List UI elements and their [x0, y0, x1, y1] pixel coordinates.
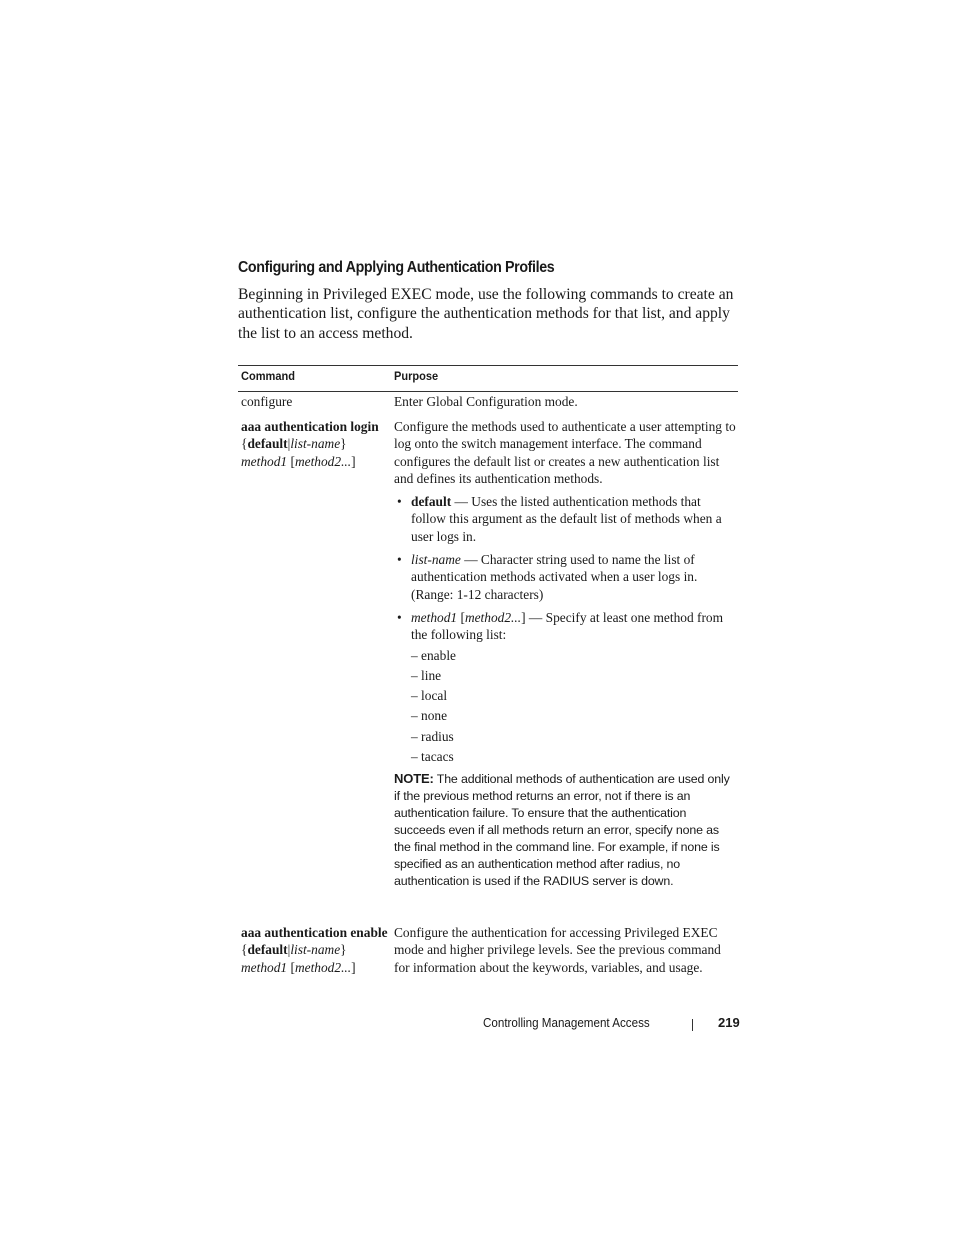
term-list-name: list-name: [411, 552, 461, 568]
purpose-text: Configure the authentication for accessing Privileged EXEC mode and higher privilege levels. See the previous command for information about the keywords, variables, and usage.: [394, 925, 721, 975]
command-cell: [241, 393, 389, 410]
page-number: 219: [718, 1015, 740, 1030]
desc-methods: ] — Specify at least one method from the following list:: [411, 609, 724, 643]
purpose-cell: [394, 924, 736, 976]
arg-method1: method1: [241, 453, 288, 469]
pipe: |: [287, 942, 291, 958]
command-keyword: aaa authentication login: [241, 419, 379, 434]
arg-list-name: list-name: [290, 942, 341, 958]
method-item: – tacacs: [411, 749, 454, 765]
arg-method2: method2...: [294, 453, 352, 469]
table-row-auth-login: [238, 416, 738, 924]
method-item: – radius: [411, 728, 454, 744]
bullet-icon: •: [397, 494, 402, 510]
table-header: [238, 366, 738, 392]
note-text: The additional methods of authentication are used only if the previous method returns an error, not if there is an authentication failure. To ensure that the authentication succeeds even if all methods return an error, specify none as the final method in the command line. For example, if none is specified as an authentication method after radius, no authentication is used if the RADIUS server is down.: [394, 772, 730, 889]
method-item: – none: [411, 708, 448, 724]
command-table: [238, 365, 738, 1004]
brace-close: }: [340, 942, 347, 958]
option-list: [394, 493, 736, 765]
term-method1: method1: [411, 609, 458, 625]
list-item-default: [394, 493, 736, 545]
method-item: – line: [411, 667, 442, 683]
bracket-open: [: [290, 959, 295, 975]
purpose-text: Enter Global Configuration mode.: [394, 394, 578, 409]
table-row-auth-enable: [238, 924, 738, 1004]
footer-chapter-title: Controlling Management Access: [483, 1016, 650, 1030]
brace-close: }: [340, 436, 347, 452]
purpose-cell: [394, 418, 736, 890]
desc-default: — Uses the listed authentication methods that follow this argument as the default list of methods when a user logs in.: [411, 494, 722, 544]
command-keyword: aaa authentication enable: [241, 925, 388, 940]
pipe: |: [287, 436, 291, 452]
desc-list-name: — Character string used to name the list of authentication methods activated when a user logs in. (Range: 1-12 characters): [411, 552, 698, 602]
section-heading: Configuring and Applying Authentication Profiles: [238, 259, 555, 276]
command-cell: [241, 418, 389, 470]
keyword-default: default: [247, 436, 288, 452]
header-purpose: Purpose: [394, 369, 439, 383]
arg-method1: method1: [241, 959, 288, 975]
method-list: [394, 647, 736, 766]
arg-method2: method2...: [294, 959, 352, 975]
bullet-icon: •: [397, 552, 402, 568]
arg-list-name: list-name: [290, 436, 341, 452]
list-item-list-name: [394, 551, 736, 603]
note-label: NOTE:: [394, 771, 434, 787]
command-cell: [241, 924, 389, 976]
method-item: – local: [411, 688, 448, 704]
method-item: – enable: [411, 647, 456, 663]
table-row-configure: [238, 392, 738, 416]
term-default: default: [411, 494, 452, 510]
bracket-text: [: [457, 609, 465, 625]
bullet-icon: •: [397, 609, 402, 625]
brace-open: {: [241, 942, 248, 958]
list-item-methods: [394, 609, 736, 765]
command-text: configure: [241, 394, 293, 409]
bracket-open: [: [290, 453, 295, 469]
bracket-close: ]: [351, 453, 356, 469]
purpose-cell: [394, 393, 736, 410]
footer-divider: [692, 1019, 693, 1031]
brace-open: {: [241, 436, 248, 452]
header-command: Command: [241, 369, 295, 383]
purpose-text: Configure the methods used to authenticate a user attempting to log onto the switch management interface. The command configures the default list or creates a new authentication list and defines its authentication methods.: [394, 419, 736, 486]
term-method2: method2...: [464, 609, 522, 625]
keyword-default: default: [247, 942, 288, 958]
bracket-close: ]: [351, 959, 356, 975]
intro-paragraph: Beginning in Privileged EXEC mode, use the following commands to create an authentication list, configure the authentication methods for that list, and apply the list to an access method.: [238, 286, 734, 342]
note-block: [394, 770, 736, 890]
